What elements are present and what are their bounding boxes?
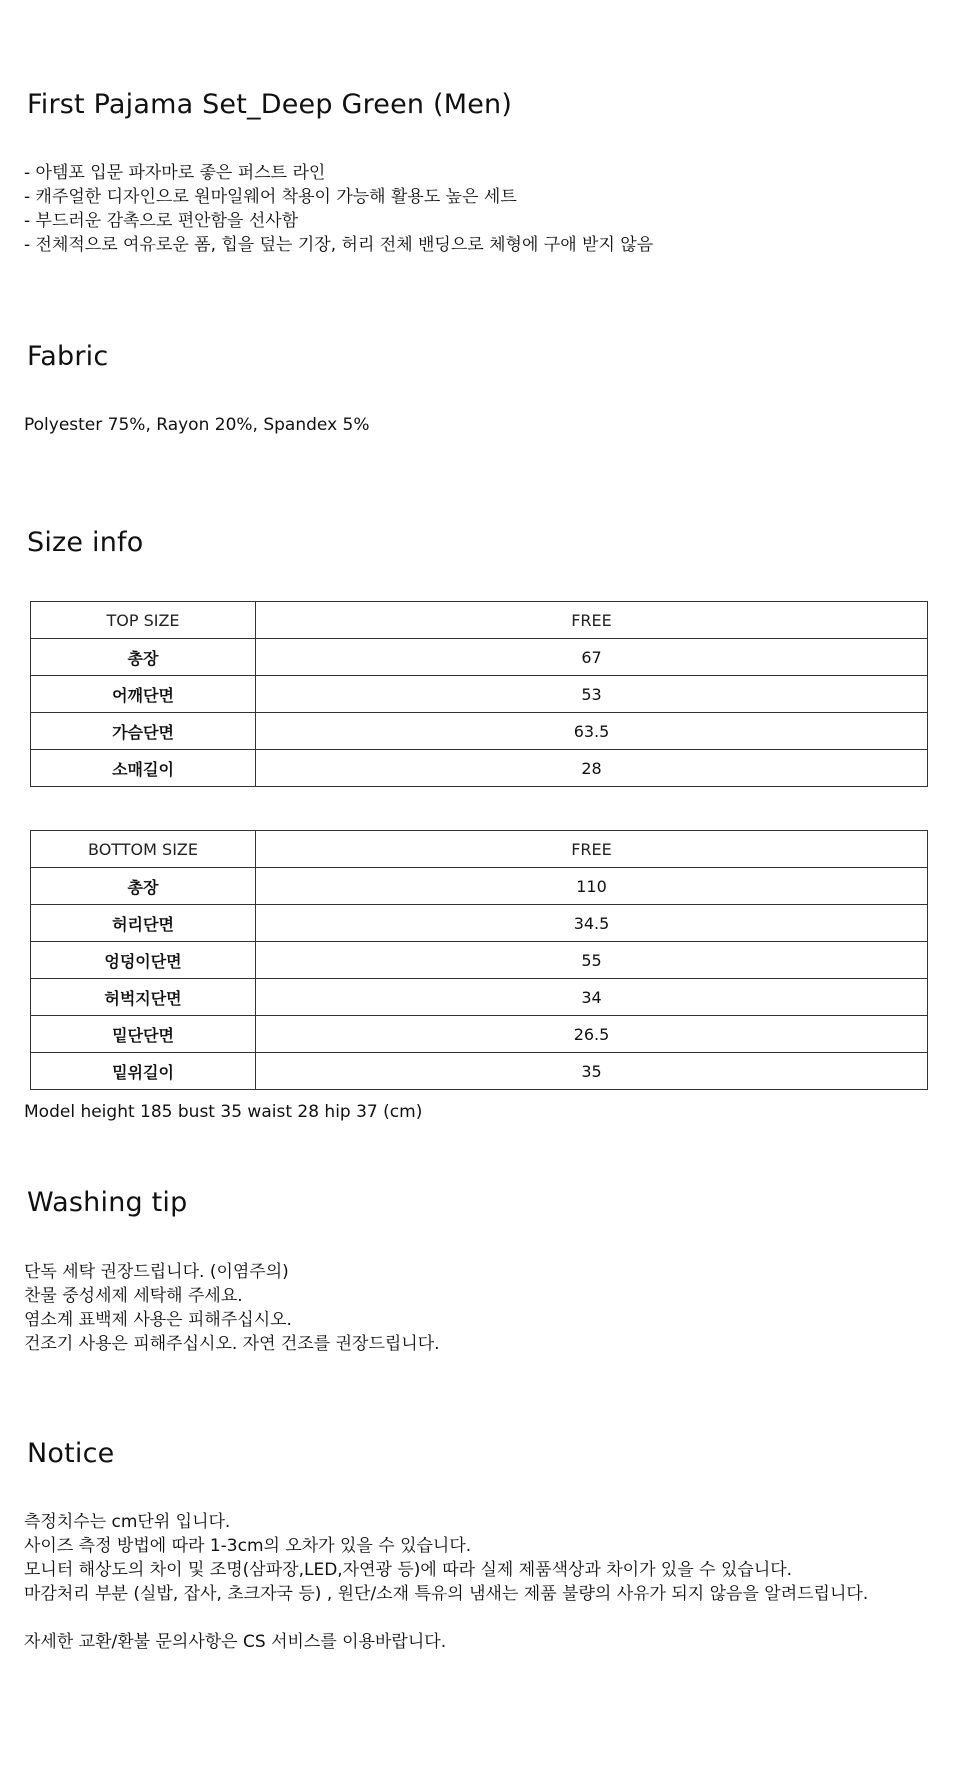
- notice-text: [24, 1510, 868, 1654]
- spacer: [24, 1606, 868, 1630]
- notice-contact: 자세한 교환/환불 문의사항은 CS 서비스를 이용바랍니다.: [24, 1632, 447, 1652]
- fabric-heading: Fabric: [27, 341, 109, 372]
- washing-line: 찬물 중성세제 세탁해 주세요.: [24, 1286, 243, 1306]
- fabric-text: Polyester 75%, Rayon 20%, Spandex 5%: [24, 415, 370, 435]
- measurement-label: 밑위길이: [31, 1053, 256, 1090]
- table-row: [31, 942, 928, 979]
- fabric-composition: [24, 413, 370, 437]
- product-title: First Pajama Set_Deep Green (Men): [27, 89, 513, 120]
- size-value-header: FREE: [256, 602, 928, 639]
- table-header-row: [31, 831, 928, 868]
- measurement-value: 35: [256, 1053, 928, 1090]
- washing-line: 단독 세탁 권장드립니다. (이염주의): [24, 1262, 289, 1282]
- measurement-label: 총장: [31, 639, 256, 676]
- measurement-label: 허리단면: [31, 905, 256, 942]
- table-header-row: [31, 602, 928, 639]
- model-info: [24, 1100, 422, 1124]
- measurement-label: 허벅지단면: [31, 979, 256, 1016]
- table-row: [31, 868, 928, 905]
- notice-line: 모니터 해상도의 차이 및 조명(삼파장,LED,자연광 등)에 따라 실제 제품색상과 차이가 있을 수 있습니다.: [24, 1560, 793, 1580]
- measurement-value: 34.5: [256, 905, 928, 942]
- feature-item: - 부드러운 감촉으로 편안함을 선사함: [24, 211, 299, 231]
- size-value-header: FREE: [256, 831, 928, 868]
- table-row: [31, 713, 928, 750]
- top-size-table: [30, 601, 928, 787]
- measurement-value: 110: [256, 868, 928, 905]
- washing-instructions: [24, 1260, 440, 1356]
- bottom-size-table: [30, 830, 928, 1090]
- measurement-label: 엉덩이단면: [31, 942, 256, 979]
- measurement-label: 총장: [31, 868, 256, 905]
- notice-heading: Notice: [27, 1438, 115, 1469]
- size-info-heading: Size info: [27, 527, 144, 558]
- table-row: [31, 750, 928, 787]
- washing-line: 염소계 표백제 사용은 피해주십시오.: [24, 1310, 292, 1330]
- measurement-value: 53: [256, 676, 928, 713]
- measurement-value: 67: [256, 639, 928, 676]
- measurement-label: 밑단단면: [31, 1016, 256, 1053]
- table-row: [31, 905, 928, 942]
- feature-list: [24, 161, 653, 257]
- notice-line: 측정치수는 cm단위 입니다.: [24, 1512, 231, 1532]
- measurement-value: 34: [256, 979, 928, 1016]
- feature-item: - 전체적으로 여유로운 폼, 힙을 덮는 기장, 허리 전체 밴딩으로 체형에 구애 받지 않음: [24, 235, 654, 255]
- table-row: [31, 1016, 928, 1053]
- table-row: [31, 979, 928, 1016]
- notice-line: 사이즈 측정 방법에 따라 1-3cm의 오차가 있을 수 있습니다.: [24, 1536, 472, 1556]
- feature-item: - 아템포 입문 파자마로 좋은 퍼스트 라인: [24, 163, 326, 183]
- washing-line: 건조기 사용은 피해주십시오. 자연 건조를 권장드립니다.: [24, 1334, 440, 1354]
- measurement-label: 가슴단면: [31, 713, 256, 750]
- table-row: [31, 639, 928, 676]
- table-row: [31, 676, 928, 713]
- measurement-value: 26.5: [256, 1016, 928, 1053]
- measurement-value: 55: [256, 942, 928, 979]
- model-note: Model height 185 bust 35 waist 28 hip 37 (cm): [24, 1102, 423, 1122]
- size-label-header: TOP SIZE: [31, 602, 256, 639]
- table-row: [31, 1053, 928, 1090]
- notice-line: 마감처리 부분 (실밥, 잡사, 초크자국 등) , 원단/소재 특유의 냄새는 제품 불량의 사유가 되지 않음을 알려드립니다.: [24, 1584, 869, 1604]
- measurement-value: 28: [256, 750, 928, 787]
- feature-item: - 캐주얼한 디자인으로 원마일웨어 착용이 가능해 활용도 높은 세트: [24, 187, 517, 207]
- measurement-value: 63.5: [256, 713, 928, 750]
- measurement-label: 소매길이: [31, 750, 256, 787]
- measurement-label: 어깨단면: [31, 676, 256, 713]
- washing-heading: Washing tip: [27, 1187, 188, 1218]
- size-label-header: BOTTOM SIZE: [31, 831, 256, 868]
